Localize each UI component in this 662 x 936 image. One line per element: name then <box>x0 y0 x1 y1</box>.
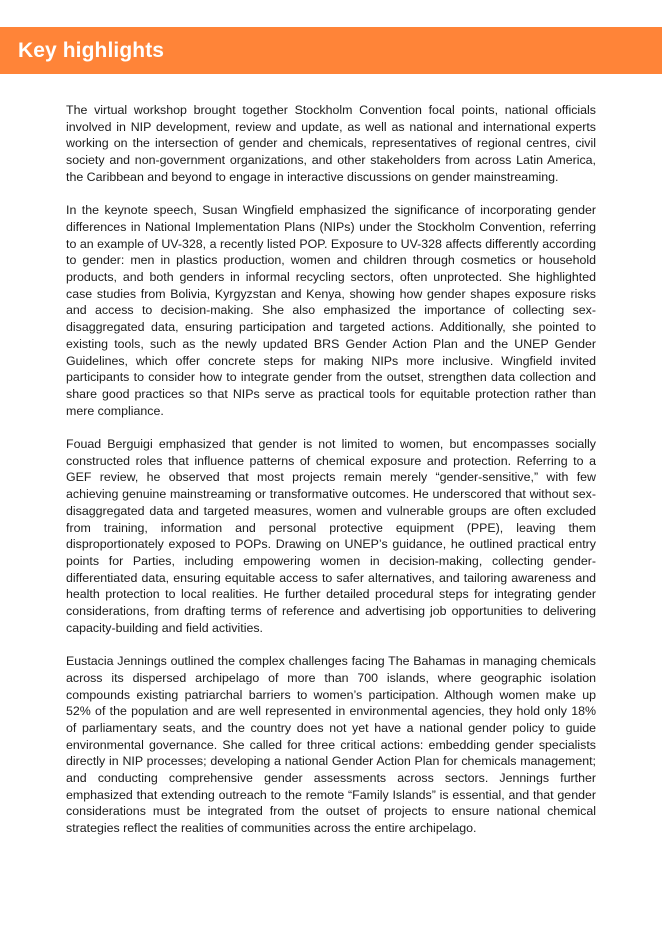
paragraph-berguigi: Fouad Berguigi emphasized that gender is not limited to women, but encompasses socially constructed roles that influence patterns of chemical exposure and protection. Referring to a GEF review, he observed that most projects remain merely “gender-sensitive,” with few achieving genuine mainstreaming or transformative outcomes. He underscored that without sex-disaggregated data and targeted measures, women and vulnerable groups are often excluded from training, information and personal protective equipment (PPE), leaving them disproportionately exposed to POPs. Drawing on UNEP’s guidance, he outlined practical entry points for Parties, including empowering women in decision-making, collecting gender-differentiated data, ensuring equitable access to safer alternatives, and tailoring awareness and health protection to local realities. He further detailed procedural steps for integrating gender considerations, from drafting terms of reference and advertising job opportunities to delivering capacity-building and field activities. <box>66 437 596 635</box>
paragraph-workshop-overview: The virtual workshop brought together Stockholm Convention focal points, national officials involved in NIP development, review and update, as well as national and international experts working on the intersection of gender and chemicals, representatives of regional centres, civil society and non-government organizations, and other stakeholders from across Latin America, the Caribbean and beyond to engage in interactive discussions on gender mainstreaming. <box>66 103 596 184</box>
section-header-bar <box>0 27 662 74</box>
paragraph-jennings: Eustacia Jennings outlined the complex challenges facing The Bahamas in managing chemicals across its dispersed archipelago of more than 700 islands, where geographic isolation compounds existing patriarchal barriers to women’s participation. Although women make up 52% of the population and are well represented in environmental agencies, they hold only 18% of parliamentary seats, and the country does not yet have a national gender policy to guide environmental governance. She called for three critical actions: embedding gender specialists directly in NIP processes; developing a national Gender Action Plan for chemicals management; and conducting comprehensive gender assessments across sectors. Jennings further emphasized that extending outreach to the remote “Family Islands” is essential, and that gender considerations must be integrated from the outset of projects to ensure national chemical strategies reflect the realities of communities across the entire archipelago. <box>66 654 596 836</box>
section-title: Key highlights <box>18 38 165 62</box>
paragraph-keynote-wingfield: In the keynote speech, Susan Wingfield emphasized the significance of incorporating gender differences in National Implementation Plans (NIPs) under the Stockholm Convention, referring to an example of UV-328, a recently listed POP. Exposure to UV-328 affects differently according to gender: men in plastics production, women and children through cosmetics or household products, and both genders in informal recycling sectors, often unprotected. She highlighted case studies from Bolivia, Kyrgyzstan and Kenya, showing how gender shapes exposure risks and access to decision-making. She also emphasized the importance of collecting sex-disaggregated data, ensuring participation and targeted actions. Additionally, she pointed to existing tools, such as the newly updated BRS Gender Action Plan and the UNEP Gender Guidelines, which offer concrete steps for making NIPs more inclusive. Wingfield invited participants to consider how to integrate gender from the outset, strengthen data collection and share good practices so that NIPs serve as practical tools for equitable protection rather than mere compliance. <box>66 203 596 418</box>
body-content <box>66 102 596 854</box>
